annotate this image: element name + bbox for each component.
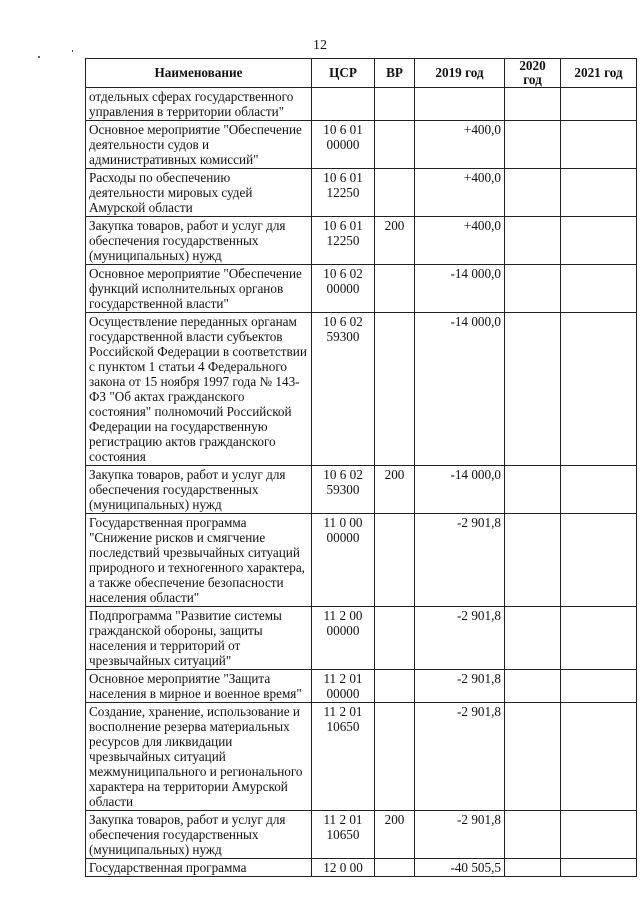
cell-vr [375,265,415,313]
table-row [86,169,637,217]
cell-2021 [561,217,637,265]
cell-name: Закупка товаров, работ и услуг для обеспечения государственных (муниципальных) нужд [86,811,312,859]
table-row [86,313,637,466]
table-row [86,811,637,859]
table-row [86,514,637,607]
cell-2020 [505,859,561,877]
cell-2021 [561,466,637,514]
cell-2021 [561,265,637,313]
cell-2021 [561,859,637,877]
cell-2019 [415,88,505,121]
cell-name: Основное мероприятие "Обеспечение деятельности судов и административных комиссий" [86,121,312,169]
cell-2019: +400,0 [415,169,505,217]
table-row [86,217,637,265]
table-row [86,859,637,877]
cell-2021 [561,121,637,169]
cell-2019: -2 901,8 [415,670,505,703]
header-vr: ВР [375,59,415,88]
cell-csr: 10 6 02 59300 [312,313,375,466]
cell-name: Основное мероприятие "Защита населения в мирное и военное время" [86,670,312,703]
cell-name: Основное мероприятие "Обеспечение функций исполнительных органов государственной власти" [86,265,312,313]
cell-vr: 200 [375,217,415,265]
table-row [86,466,637,514]
cell-vr [375,88,415,121]
cell-vr [375,670,415,703]
cell-csr: 10 6 01 12250 [312,217,375,265]
cell-name: Государственная программа [86,859,312,877]
header-2021: 2021 год [561,59,637,88]
cell-2019: -2 901,8 [415,703,505,811]
cell-2021 [561,811,637,859]
table-row [86,265,637,313]
cell-csr: 10 6 01 12250 [312,169,375,217]
header-name: Наименование [86,59,312,88]
table-row [86,121,637,169]
cell-name: Закупка товаров, работ и услуг для обеспечения государственных (муниципальных) нужд [86,466,312,514]
page-number: 12 [313,38,327,53]
scan-speck [38,56,40,58]
cell-2021 [561,169,637,217]
cell-2020 [505,121,561,169]
cell-csr: 11 2 00 00000 [312,607,375,670]
cell-vr [375,859,415,877]
header-2020: 2020 год [505,59,561,88]
cell-2020 [505,607,561,670]
table-row [86,670,637,703]
cell-2019: -2 901,8 [415,514,505,607]
cell-csr: 11 2 01 10650 [312,811,375,859]
cell-2020 [505,514,561,607]
cell-2019: -14 000,0 [415,466,505,514]
cell-vr: 200 [375,811,415,859]
cell-2021 [561,514,637,607]
cell-vr: 200 [375,466,415,514]
cell-2020 [505,88,561,121]
cell-2020 [505,217,561,265]
cell-vr [375,607,415,670]
cell-2020 [505,466,561,514]
cell-2021 [561,313,637,466]
cell-name: Осуществление переданных органам государственной власти субъектов Российской Федерации в соответствии с пунктом 1 статьи 4 Федерального закона от 15 ноября 1997 года № 143-ФЗ "Об актах гражданского состояния" полномочий Российской Федерации на государственную регистрацию актов гражданского состояния [86,313,312,466]
cell-2019: +400,0 [415,121,505,169]
cell-name: Государственная программа "Снижение рисков и смягчение последствий чрезвычайных ситуаций природного и техногенного характера, а также обеспечение безопасности населения области" [86,514,312,607]
table-row [86,607,637,670]
cell-2020 [505,670,561,703]
cell-2020 [505,313,561,466]
table-row [86,88,637,121]
cell-name: Расходы по обеспечению деятельности мировых судей Амурской области [86,169,312,217]
budget-table [85,58,637,877]
cell-2020 [505,169,561,217]
cell-name: Создание, хранение, использование и восполнение резерва материальных ресурсов для ликвидации чрезвычайных ситуаций межмуниципального и регионального характера на территории Амурской области [86,703,312,811]
table-row [86,703,637,811]
cell-csr: 11 0 00 00000 [312,514,375,607]
cell-csr: 10 6 02 59300 [312,466,375,514]
cell-csr [312,88,375,121]
cell-2021 [561,703,637,811]
cell-vr [375,121,415,169]
cell-vr [375,169,415,217]
cell-vr [375,514,415,607]
table-header-row [86,59,637,88]
cell-csr: 12 0 00 [312,859,375,877]
cell-csr: 11 2 01 00000 [312,670,375,703]
cell-2020 [505,703,561,811]
cell-2021 [561,670,637,703]
cell-2020 [505,265,561,313]
cell-2019: +400,0 [415,217,505,265]
scan-speck [72,50,73,52]
cell-csr: 11 2 01 10650 [312,703,375,811]
header-2019: 2019 год [415,59,505,88]
cell-name: отдельных сферах государственного управления в территории области" [86,88,312,121]
cell-2019: -2 901,8 [415,607,505,670]
header-csr: ЦСР [312,59,375,88]
cell-2021 [561,607,637,670]
cell-vr [375,313,415,466]
cell-2019: -14 000,0 [415,265,505,313]
cell-2019: -14 000,0 [415,313,505,466]
cell-csr: 10 6 02 00000 [312,265,375,313]
cell-name: Закупка товаров, работ и услуг для обеспечения государственных (муниципальных) нужд [86,217,312,265]
cell-2019: -2 901,8 [415,811,505,859]
cell-2019: -40 505,5 [415,859,505,877]
cell-2020 [505,811,561,859]
cell-csr: 10 6 01 00000 [312,121,375,169]
cell-2021 [561,88,637,121]
cell-name: Подпрограмма "Развитие системы гражданской обороны, защиты населения и территорий от чрезвычайных ситуаций" [86,607,312,670]
cell-vr [375,703,415,811]
